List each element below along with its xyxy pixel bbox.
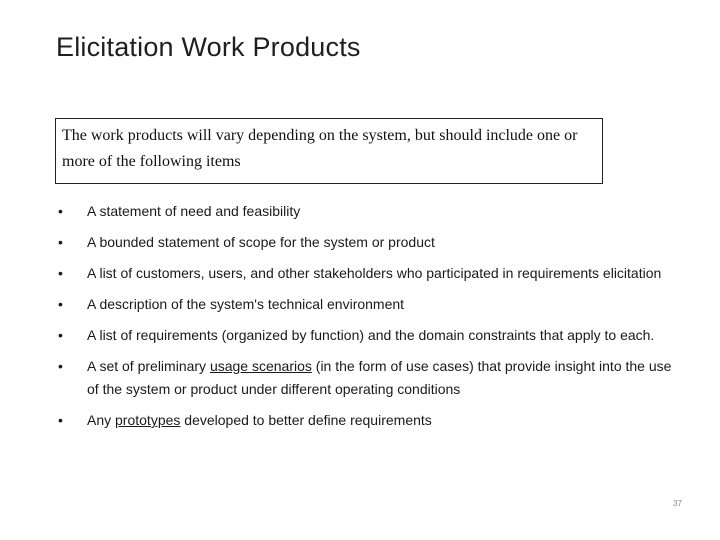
item-text: A description of the system's technical environment (87, 296, 405, 312)
usage-scenarios-link[interactable]: usage scenarios (209, 358, 312, 374)
bullet-icon: • (58, 234, 63, 250)
list-item (58, 262, 678, 285)
list-item (58, 231, 678, 254)
bullet-icon: • (58, 412, 63, 428)
bullet-icon: • (58, 358, 63, 374)
list-item (58, 409, 678, 432)
bullet-list (58, 200, 678, 440)
bullet-icon: • (58, 265, 63, 281)
list-item (58, 324, 678, 347)
list-item (58, 355, 678, 401)
item-text: A bounded statement of scope for the system or product (87, 234, 435, 250)
slide-title: Elicitation Work Products (56, 32, 361, 62)
list-item (58, 293, 678, 316)
prototypes-link[interactable]: prototypes (115, 412, 181, 428)
item-text-post: developed to better define requirements (180, 412, 432, 428)
list-item (58, 200, 678, 223)
bullet-icon: • (58, 327, 63, 343)
item-text-pre: A set of preliminary (87, 358, 210, 374)
item-text: A list of customers, users, and other stakeholders who participated in requirements elicitation (87, 265, 662, 281)
item-text-post: (in the form of use cases) that provide insight into the use of the system or product under different operating conditions (87, 358, 672, 397)
item-text-pre: Any (87, 412, 116, 428)
bullet-icon: • (58, 296, 63, 312)
item-text: A list of requirements (organized by function) and the domain constraints that apply to each. (87, 327, 655, 343)
intro-box: The work products will vary depending on the system, but should include one or more of the following items (55, 118, 603, 184)
item-text: A statement of need and feasibility (87, 203, 301, 219)
page-number: 37 (673, 499, 682, 508)
bullet-icon: • (58, 203, 63, 219)
